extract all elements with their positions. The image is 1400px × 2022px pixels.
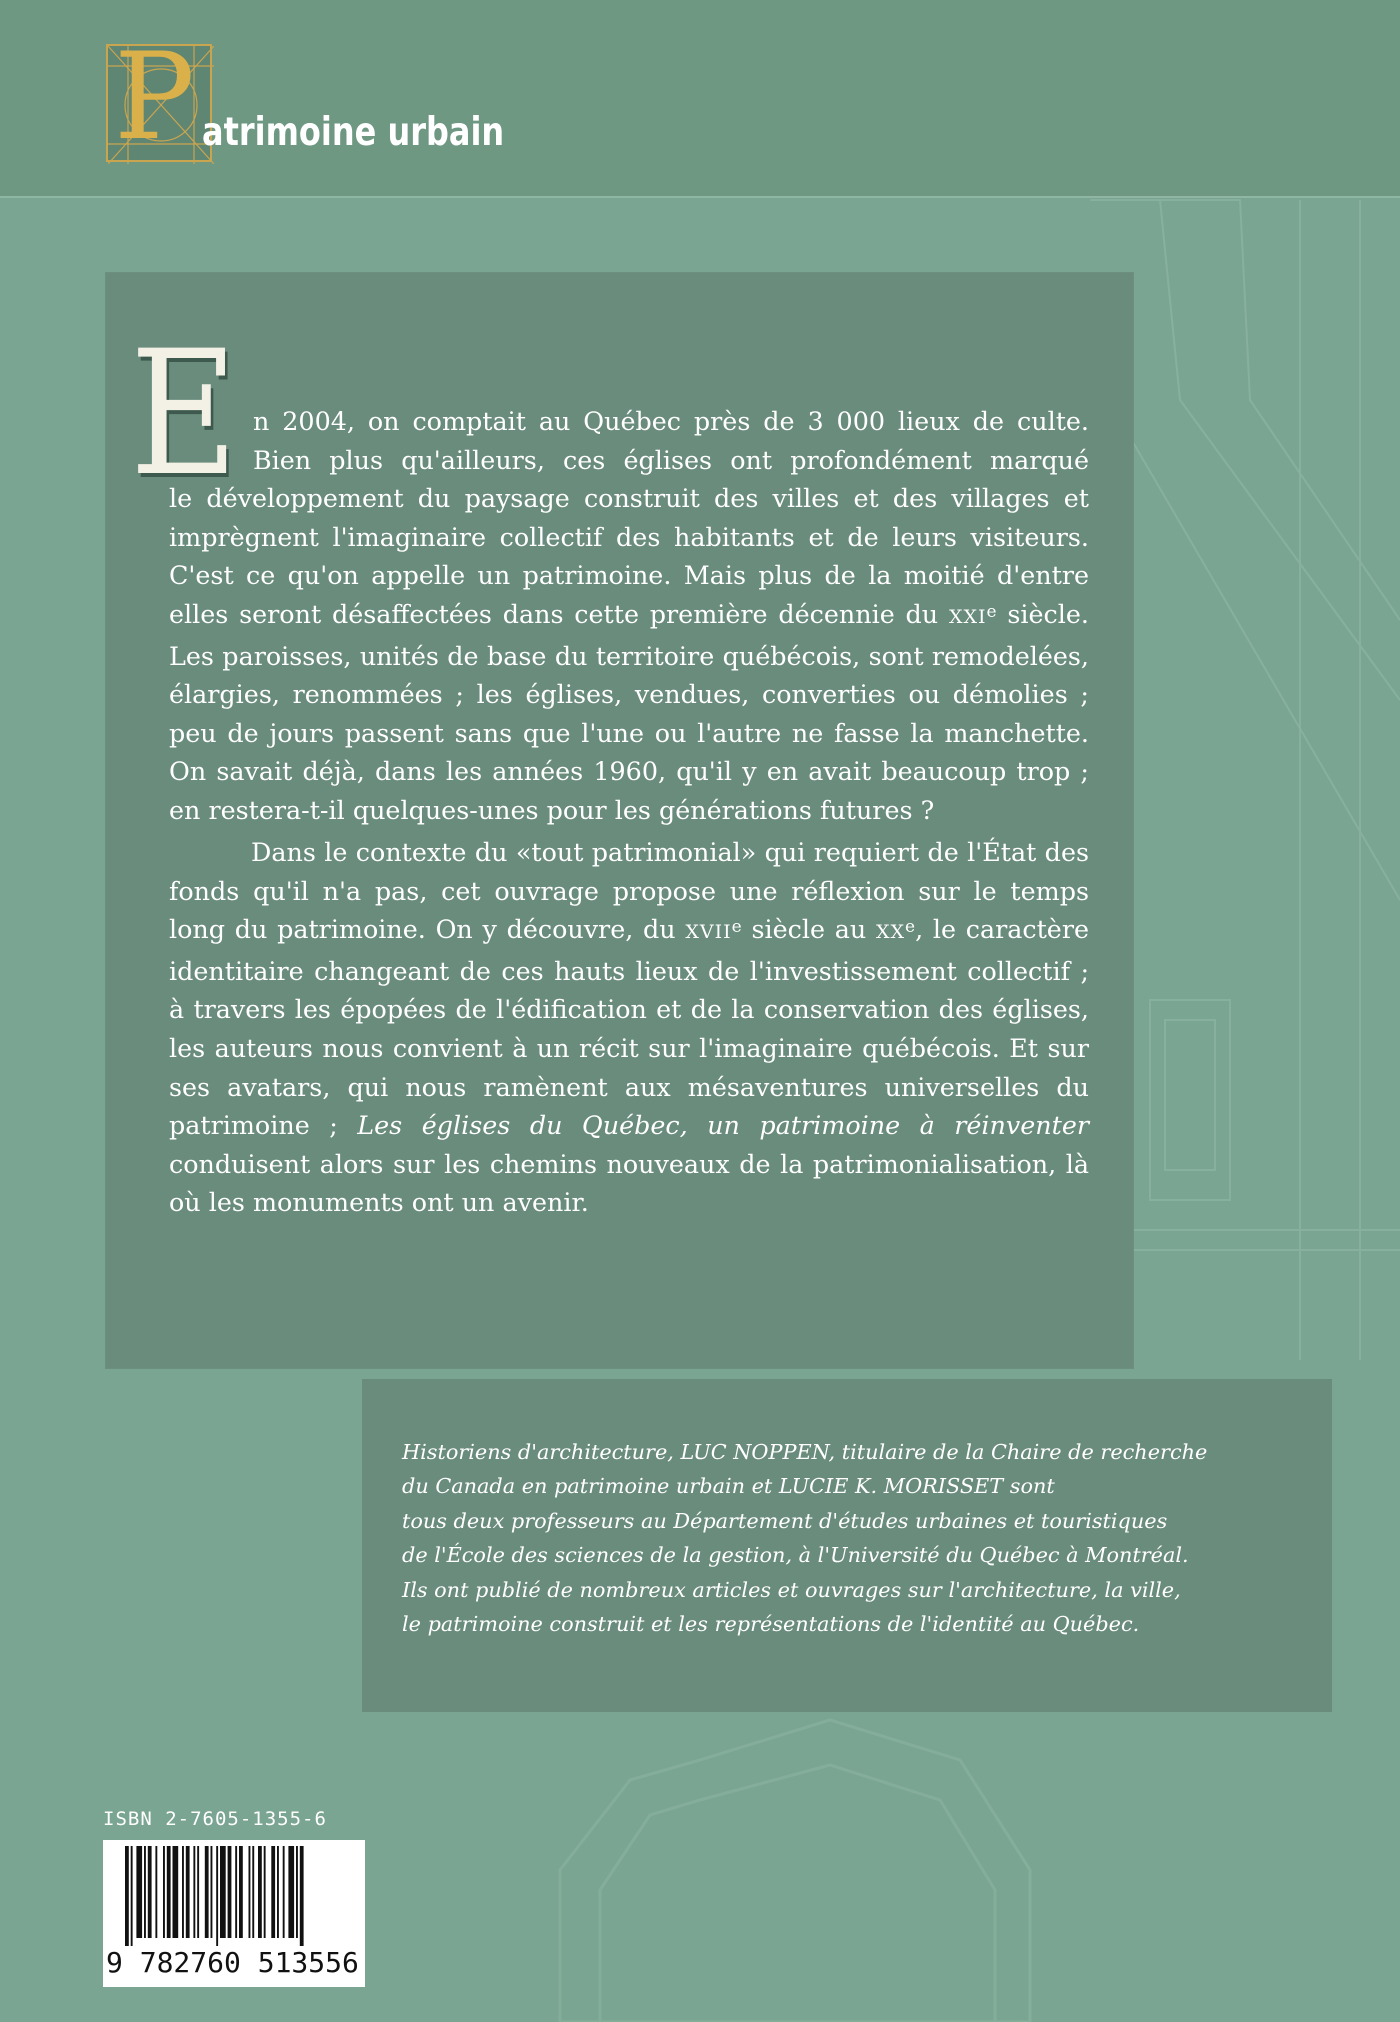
barcode-bar <box>220 1846 226 1938</box>
isbn-label: ISBN 2-7605-1355-6 <box>103 1808 327 1830</box>
century-17: XVII <box>685 921 732 944</box>
century-20: XX <box>875 921 905 944</box>
paragraph-1-line-1: n 2004, on comptait au Québec près de 3 000 lieux de culte. <box>253 406 1089 436</box>
author-bio-line: de l'École des sciences de la gestion, à l'Université du Québec à Montréal. <box>402 1543 1189 1568</box>
barcode-bar <box>167 1846 171 1938</box>
barcode-bar <box>155 1846 157 1938</box>
barcode-bar <box>125 1846 129 1946</box>
barcode-bar <box>296 1846 298 1938</box>
barcode-bars-icon <box>125 1846 357 1946</box>
barcode-bar <box>258 1846 262 1938</box>
author-bio-line: Historiens d'architecture, LUC NOPPEN, titulaire de la Chaire de recherche <box>402 1440 1208 1464</box>
barcode-bar <box>277 1846 279 1938</box>
logo-letter: P <box>114 28 195 167</box>
paragraph-2-text-d: conduisent alors sur les chemins nouveaux de la patrimonialisation, là où les monuments ont un avenir. <box>169 1148 1089 1218</box>
century-20-sup: e <box>905 917 916 938</box>
paragraph-1 <box>169 402 1089 830</box>
barcode-digits: 9 782760 513556 <box>106 1946 359 1979</box>
barcode-bar <box>186 1846 190 1938</box>
barcode-bar <box>252 1846 254 1938</box>
author-bio-line: tous deux professeurs au Département d'études urbaines et touristiques <box>402 1508 1168 1533</box>
barcode-bar <box>148 1846 152 1938</box>
barcode <box>103 1840 365 1987</box>
book-title: Les églises du Québec, un patrimoine à réinventer <box>357 1110 1089 1141</box>
author-bio-line: Ils ont publié de nombreux articles et ouvrages sur l'architecture, la ville, <box>402 1577 1181 1602</box>
paragraph-1-line-2: Bien plus qu'ailleurs, ces églises ont profondément marqué <box>253 444 1089 475</box>
barcode-bar <box>163 1846 165 1938</box>
paragraph-1-text-a: le développement du paysage construit des villes et des villages et imprègnent l'imaginaire collectif des habitants et de leurs visiteurs. C'est ce qu'on appelle un patrimoine. Mais plus de la moitié d'entre elles seront désaffectées dans cette première décennie du <box>169 483 1089 629</box>
century-21: XXI <box>948 605 987 628</box>
barcode-bar <box>239 1846 243 1938</box>
paragraph-2-text-b: siècle au <box>751 914 867 945</box>
barcode-bar <box>228 1846 232 1938</box>
barcode-bar <box>136 1846 142 1938</box>
barcode-bar <box>288 1846 294 1938</box>
barcode-bar <box>300 1846 304 1946</box>
barcode-bar <box>249 1846 251 1938</box>
barcode-bar <box>271 1846 275 1938</box>
century-17-sup: e <box>731 917 742 938</box>
header-band <box>0 0 1400 198</box>
series-logo <box>106 28 506 167</box>
barcode-bar <box>264 1846 266 1938</box>
barcode-bar <box>131 1846 133 1946</box>
paragraph-1-text-b: siècle. Les paroisses, unités de base du territoire québécois, sont remodelées, élargies, renommées ; les églises, vendues, converties ou démolies ; peu de jours passent sans que l'une ou l'autre ne fasse la manchette. On savait déjà, dans les années 1960, qu'il y en avait beaucoup trop ; en restera-t-il quelques-unes pour les générations futures ? <box>169 598 1089 825</box>
logo-monogram <box>106 28 212 167</box>
century-21-sup: e <box>986 601 997 622</box>
paragraph-2 <box>169 833 1089 1222</box>
description-panel <box>106 273 1133 1368</box>
barcode-bar <box>216 1846 218 1946</box>
author-bio-line: du Canada en patrimoine urbain et LUCIE K. MORISSET sont <box>402 1474 1055 1499</box>
author-bio-panel <box>362 1379 1332 1712</box>
series-title: atrimoine urbain <box>202 110 505 155</box>
author-bio <box>402 1435 1302 1641</box>
barcode-bar <box>197 1846 199 1938</box>
barcode-bar <box>193 1846 195 1938</box>
barcode-bar <box>283 1846 285 1938</box>
drop-cap: E <box>130 313 238 514</box>
paragraph-2-text-a: Dans le contexte du «tout patrimonial» qui requiert de l'État des fonds qu'il n'a pas, cet ouvrage propose une réflexion sur le temps long du patrimoine. On y découvre, du <box>169 837 1089 945</box>
barcode-bar <box>205 1846 209 1938</box>
barcode-bar <box>182 1846 184 1938</box>
barcode-bar <box>144 1846 146 1938</box>
barcode-bar <box>211 1846 213 1938</box>
barcode-bar <box>173 1846 179 1938</box>
author-bio-line: le patrimoine construit et les représentations de l'identité au Québec. <box>402 1612 1140 1637</box>
barcode-bar <box>235 1846 237 1938</box>
paragraph-2-text-c: , le caractère identitaire changeant de ces hauts lieux de l'investissement collectif ; à travers les épopées de l'édification et de la conservation des églises, les auteurs nous convient à un récit sur l'imaginaire québécois. Et sur ses avatars, qui nous ramènent aux mésaventures universelles du patrimoine ; <box>169 914 1089 1141</box>
